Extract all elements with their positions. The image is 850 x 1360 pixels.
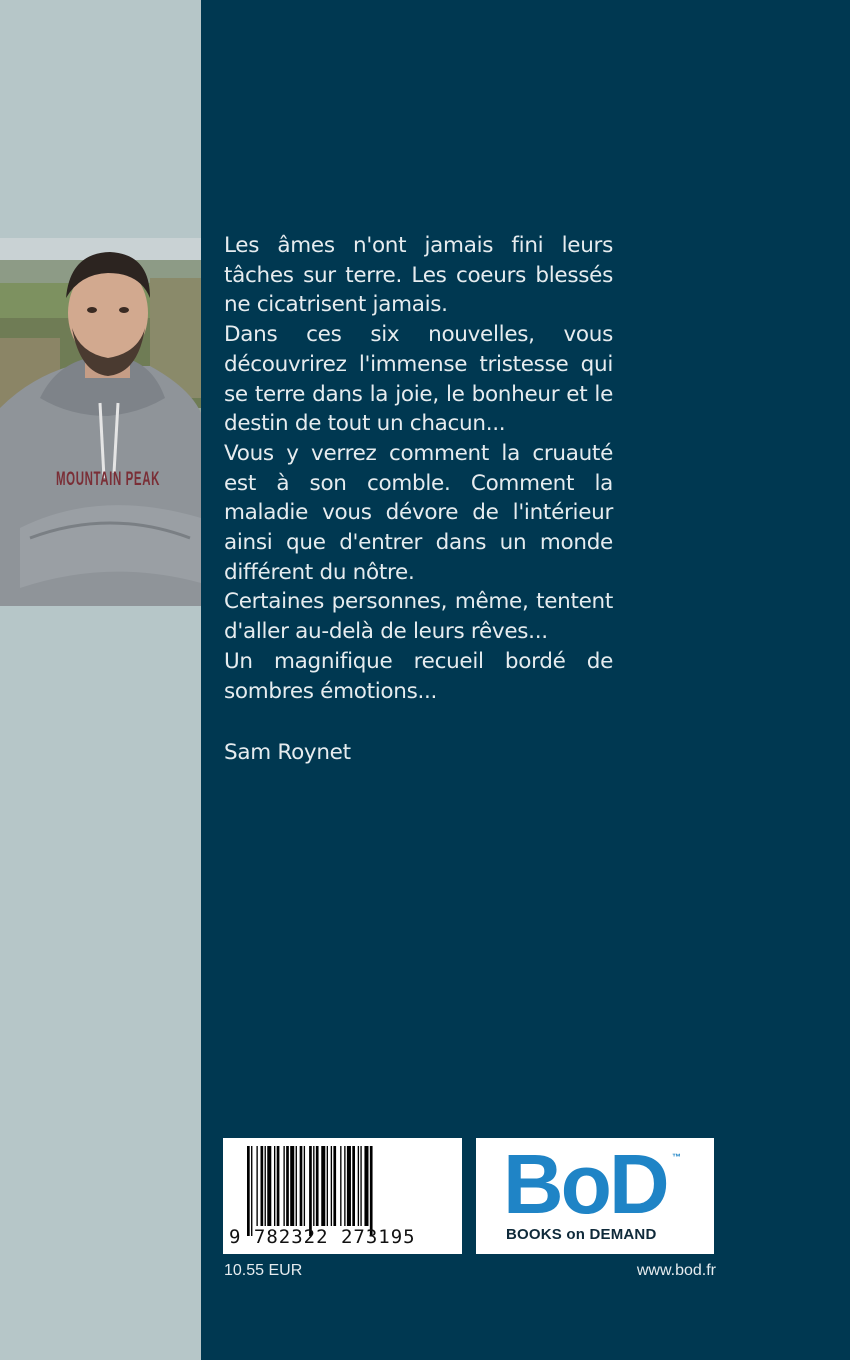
barcode-bar xyxy=(327,1146,328,1226)
barcode-bar xyxy=(358,1146,359,1226)
blurb-paragraph: Dans ces six nouvelles, vous découvrirez l'immense tristesse qui se terre dans la joie, le bonheur et le destin de tout un chacun... xyxy=(224,322,613,437)
barcode-bar xyxy=(274,1146,275,1226)
barcode-bar xyxy=(251,1146,252,1236)
barcode-bar xyxy=(333,1146,336,1226)
barcode-bar xyxy=(277,1146,280,1226)
barcode-bar xyxy=(261,1146,264,1226)
barcode-bar xyxy=(267,1146,271,1226)
blurb-paragraph: Un magnifique recueil bordé de sombres émotions... xyxy=(224,648,613,704)
sweatshirt-text: MOUNTAIN PEAK xyxy=(56,469,160,490)
barcode-bar xyxy=(347,1146,351,1226)
barcode-bar xyxy=(331,1146,332,1226)
spine-panel xyxy=(0,0,201,1360)
barcode-bar xyxy=(296,1146,297,1226)
barcode-bar xyxy=(283,1146,284,1226)
author-photo xyxy=(0,238,201,606)
barcode-bar xyxy=(286,1146,289,1226)
barcode-bar xyxy=(352,1146,355,1226)
barcode-bar xyxy=(321,1146,325,1226)
barcode-bar xyxy=(304,1146,305,1226)
blurb-paragraph: Les âmes n'ont jamais fini leurs tâches sur terre. Les coeurs blessés ne cicatrisent jamais. xyxy=(224,233,613,318)
barcode-bar xyxy=(313,1146,314,1226)
barcode-bar xyxy=(344,1146,345,1226)
barcode-bar xyxy=(256,1146,257,1226)
author-name: Sam Roynet xyxy=(224,740,351,765)
barcode-bar xyxy=(360,1146,361,1226)
publisher-tagline: BOOKS on DEMAND xyxy=(506,1226,657,1243)
barcode-bar xyxy=(247,1146,250,1236)
barcode-bar xyxy=(340,1146,341,1226)
barcode-bar xyxy=(316,1146,319,1226)
publisher-website: www.bod.fr xyxy=(636,1262,716,1279)
barcode-bar xyxy=(370,1146,373,1236)
blurb-paragraph: Certaines personnes, même, tentent d'aller au-delà de leurs rêves... xyxy=(224,589,613,645)
bod-logo: BoD xyxy=(503,1137,667,1231)
barcode-bar xyxy=(364,1146,368,1226)
barcode-bar xyxy=(309,1146,312,1236)
barcode-bar xyxy=(290,1146,294,1226)
barcode-bar xyxy=(300,1146,303,1226)
barcode-bar xyxy=(265,1146,266,1226)
blurb-paragraph: Vous y verrez comment la cruauté est à son comble. Comment la maladie vous dévore de l'intérieur ainsi que d'entrer dans un monde différent du nôtre. xyxy=(224,440,613,585)
barcode xyxy=(223,1138,462,1254)
trademark-symbol: ™ xyxy=(672,1152,681,1162)
blurb-text xyxy=(224,231,613,706)
publisher-logo-box xyxy=(476,1138,714,1254)
isbn-number: 9 782322 273195 xyxy=(229,1226,416,1248)
price: 10.55 EUR xyxy=(224,1262,303,1279)
